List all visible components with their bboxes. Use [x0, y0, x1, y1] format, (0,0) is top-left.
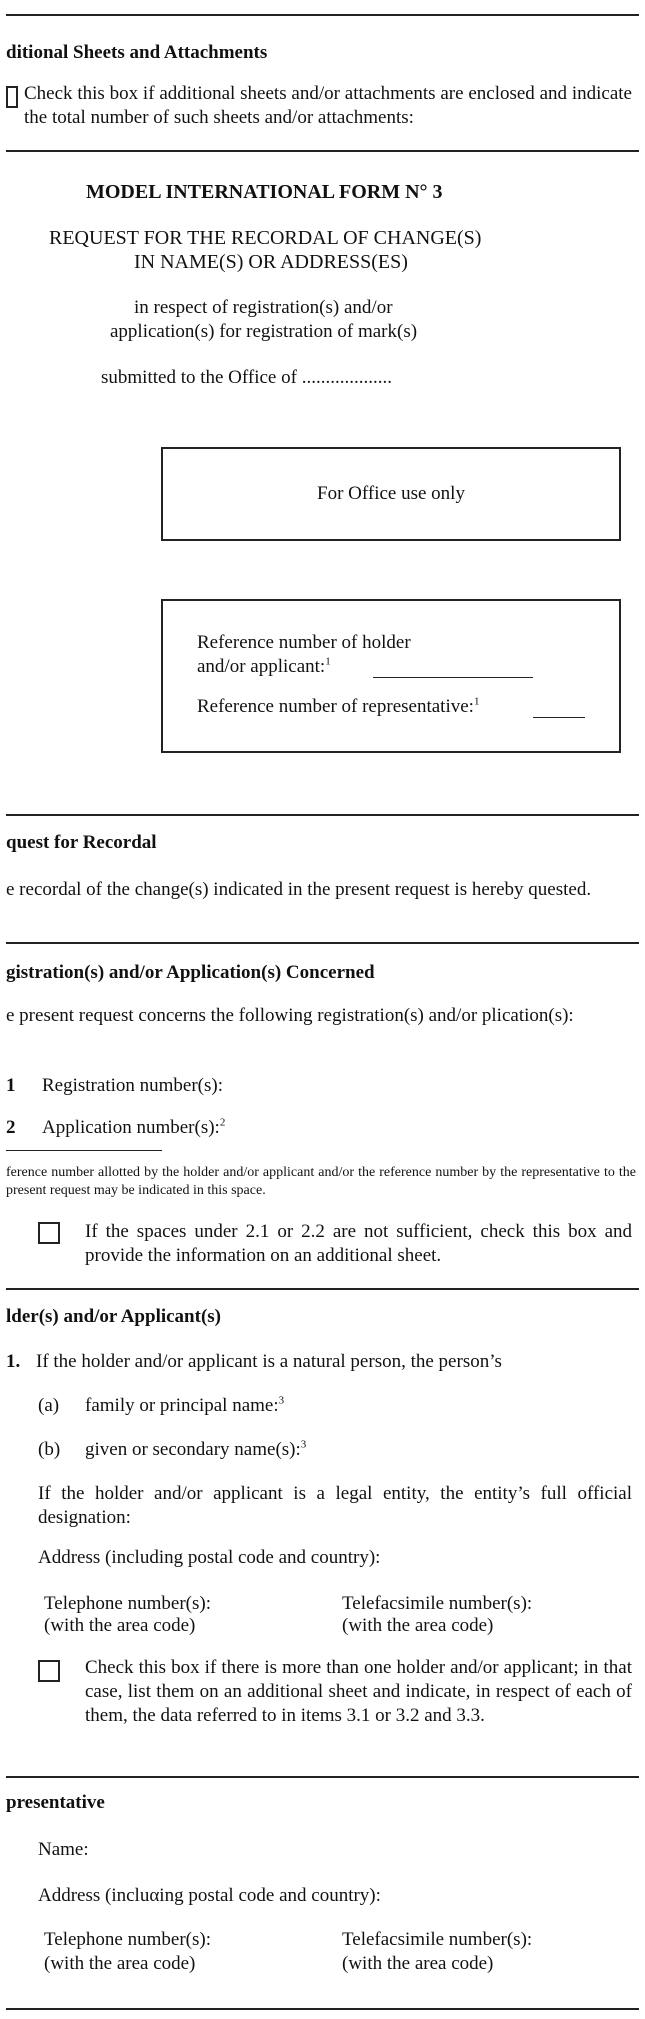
- rule-before-section4: [6, 1776, 639, 1778]
- holder-reference-field[interactable]: [373, 677, 533, 678]
- office-use-box: [161, 447, 621, 541]
- holder-reference-label-line1: Reference number of holder: [197, 632, 411, 653]
- form-subtitle-line1: REQUEST FOR THE RECORDAL OF CHANGE(S): [49, 227, 482, 249]
- section1-heading: quest for Recordal: [6, 832, 157, 853]
- section4-telephone-label: Telephone number(s):: [44, 1929, 211, 1950]
- reference-box: [161, 599, 621, 753]
- section2-item2-number: 2: [6, 1117, 16, 1138]
- form-respect-line2: application(s) for registration of mark(s): [110, 321, 418, 342]
- representative-reference-field[interactable]: [533, 717, 585, 718]
- section3-address-label: Address (including postal code and country):: [38, 1547, 381, 1568]
- additional-sheets-checkbox[interactable]: [6, 86, 18, 108]
- representative-name-label: Name:: [38, 1839, 89, 1860]
- rule-after-additional: [6, 150, 639, 152]
- rule-before-section3: [6, 1288, 639, 1290]
- section3-telephone-label: Telephone number(s):: [44, 1593, 211, 1614]
- section2-extra-space-checkbox[interactable]: [38, 1222, 60, 1244]
- office-use-label: For Office use only: [317, 483, 465, 504]
- section2-heading: gistration(s) and/or Application(s) Concerned: [6, 962, 375, 983]
- section4-address-label: Address (incluαing postal code and country):: [38, 1885, 381, 1906]
- section2-footnote-text: ference number allotted by the holder and/or applicant and/or the reference number by the representative to the present request may be indicated in this space.: [6, 1165, 636, 1198]
- section4-fax-sublabel: (with the area code): [342, 1953, 494, 1974]
- item-b-label: (b): [38, 1439, 61, 1460]
- section1-text: e recordal of the change(s) indicated in the present request is hereby quested.: [6, 879, 592, 900]
- rule-before-section2: [6, 942, 639, 944]
- form-submitted-to: submitted to the Office of ...................: [101, 367, 392, 388]
- form-subtitle-line2: IN NAME(S) OR ADDRESS(ES): [134, 251, 408, 273]
- holder-reference-label-line2: and/or applicant:$^1$: [197, 655, 331, 677]
- top-rule: [6, 14, 639, 16]
- section3-checkbox-text: Check this box if there is more than one holder and/or applicant; in that case, list them on an additional sheet and indicate, in respect of each of them, the data referred to in items 3.1 or 3.2 and 3.3.: [85, 1657, 632, 1726]
- additional-sheets-heading: ditional Sheets and Attachments: [6, 42, 268, 63]
- form-respect-line1: in respect of registration(s) and/or: [134, 297, 393, 318]
- section2-text: e present request concerns the following registration(s) and/or plication(s):: [6, 1005, 574, 1026]
- section4-telephone-sublabel: (with the area code): [44, 1953, 196, 1974]
- section3-fax-sublabel: (with the area code): [342, 1615, 494, 1636]
- section3-item1-text: If the holder and/or applicant is a natural person, the person’s: [36, 1351, 502, 1372]
- bottom-rule: [6, 2008, 639, 2010]
- section2-checkbox-text: If the spaces under 2.1 or 2.2 are not sufficient, check this box and provide the information on an additional sheet.: [85, 1221, 632, 1266]
- additional-sheets-text: Check this box if additional sheets and/or attachments are enclosed and indicate the total number of such sheets and/or attachments:: [24, 83, 632, 128]
- representative-reference-label: Reference number of representative:$^1$: [197, 695, 480, 717]
- family-name-label: family or principal name:$^3$: [85, 1394, 285, 1416]
- application-numbers-label: Application number(s):$^2$: [42, 1116, 226, 1138]
- footnote-separator: [6, 1150, 162, 1151]
- section3-heading: lder(s) and/or Applicant(s): [6, 1306, 222, 1327]
- section3-item1-number: 1.: [6, 1351, 21, 1372]
- multiple-holders-checkbox[interactable]: [38, 1660, 60, 1682]
- section3-telephone-sublabel: (with the area code): [44, 1615, 196, 1636]
- registration-numbers-label: Registration number(s):: [42, 1075, 223, 1096]
- item-a-label: (a): [38, 1395, 60, 1416]
- section3-fax-label: Telefacsimile number(s):: [342, 1593, 533, 1614]
- section2-item1-number: 1: [6, 1075, 16, 1096]
- legal-entity-text: If the holder and/or applicant is a legal entity, the entity’s full official designation:: [38, 1483, 632, 1528]
- section4-fax-label: Telefacsimile number(s):: [342, 1929, 533, 1950]
- section4-heading: presentative: [6, 1792, 105, 1813]
- given-name-label: given or secondary name(s):$^3$: [85, 1438, 307, 1460]
- rule-before-section1: [6, 814, 639, 816]
- form-title: MODEL INTERNATIONAL FORM N° 3: [86, 181, 443, 203]
